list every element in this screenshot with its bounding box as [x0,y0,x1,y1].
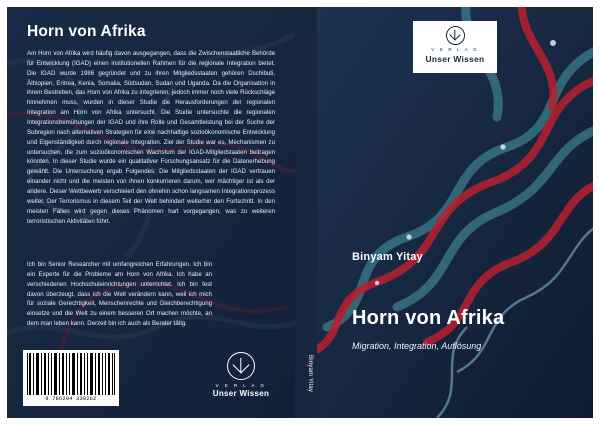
publisher-name: Unser Wissen [212,389,270,398]
barcode-bars-icon [26,353,116,395]
back-cover-author-bio: Ich bin Senior Researcher mit umfangreichen Erfahrungen. Ich bin ein Experte für die Probleme am Horn von Afrika. Ich habe an verschiedenen Hochschuleinrichtungen unterrichtet. Ich bin fest davon überzeugt, dass ich die Welt verändern kann, weil ich mich für soziale Gerechtigkeit, Menschenrechte und Gleichberechtigung einsetze und die Welt zu einem besseren Ort machen möchte, an dem man leben kann. Derzeit bin ich auch als Berater tätig. [27,261,212,328]
front-cover-subtitle: Migration, Integration, Auflösung [352,341,482,351]
back-cover-abstract: Am Horn von Afrika wird häufig davon ausgegangen, dass die Zwischenstaatliche Behörde für Entwicklung (IGAD) einen institutionellen Rahmen für die regionale Integration bietet. Die IGAD wurde 1986 gegründet und zu ihren Mitgliedsstaaten gehören Dschibuti, Äthiopien, Eritrea, Kenia, Somalia, Südsudan, Sudan und Uganda. Da die Organisation in ihrem Bestreben, das Horn von Afrika zu integrieren, jedoch immer noch viele Rückschläge hinnehmen muss, wurden in dieser Studie die Herausforderungen der regionalen Integration am Horn von Afrika untersucht. Die Studie untersuchte die regionalen Integrationsbemühungen der IGAD und ihre Rolle und Gesamtleistung bei der Suche der Subregion nach alternativen Strategien für eine nachhaltige sozioökonomische Entwicklung und Eigenständigkeit durch regionale Integration. Ziel der Studie war es, Mechanismen zu untersuchen, die zum sozioökonomischen Wachstum der IGAD-Mitgliedstaaten beitragen könnten. In dieser Studie wurde ein qualitativer Forschungsansatz für die Datenerhebung gewählt. Die Untersuchung ergab Folgendes: Die Mitgliedsstaaten der IGAD vertrauen einander nicht und die meisten von ihnen konkurrieren darum, wer mächtiger ist als der andere. Dieser Wettbewerb verschleiert den ohnehin schon langsamen Integrationsprozess weiter. Der Terrorismus in diesem Teil der Welt behindert weiterhin den Fortschritt. In den meisten Fällen wird gegen dieses Phänomen hart vorgegangen, was zu weiteren terroristischen Aktivitäten führt. [27,50,275,225]
front-cover-author: Binyam Yitay [352,251,423,263]
back-cover-title: Horn von Afrika [27,23,146,40]
isbn-number: 9 786204 338262 [45,396,97,402]
front-cover-title: Horn von Afrika [352,307,505,329]
publisher-prefix: V E R L A G [431,47,479,52]
spine-panel [295,7,317,418]
spine-author: Binyam Yitay [307,354,313,392]
publisher-logo-back [209,352,273,399]
publisher-logo-front [413,21,497,73]
anchor-logo-icon [227,352,255,380]
isbn-barcode [23,350,119,406]
publisher-name: Unser Wissen [425,53,485,64]
front-cover-panel [317,7,593,418]
publisher-prefix: V E R L A G [215,382,267,388]
back-cover-panel [7,7,295,418]
anchor-logo-icon [446,26,465,45]
